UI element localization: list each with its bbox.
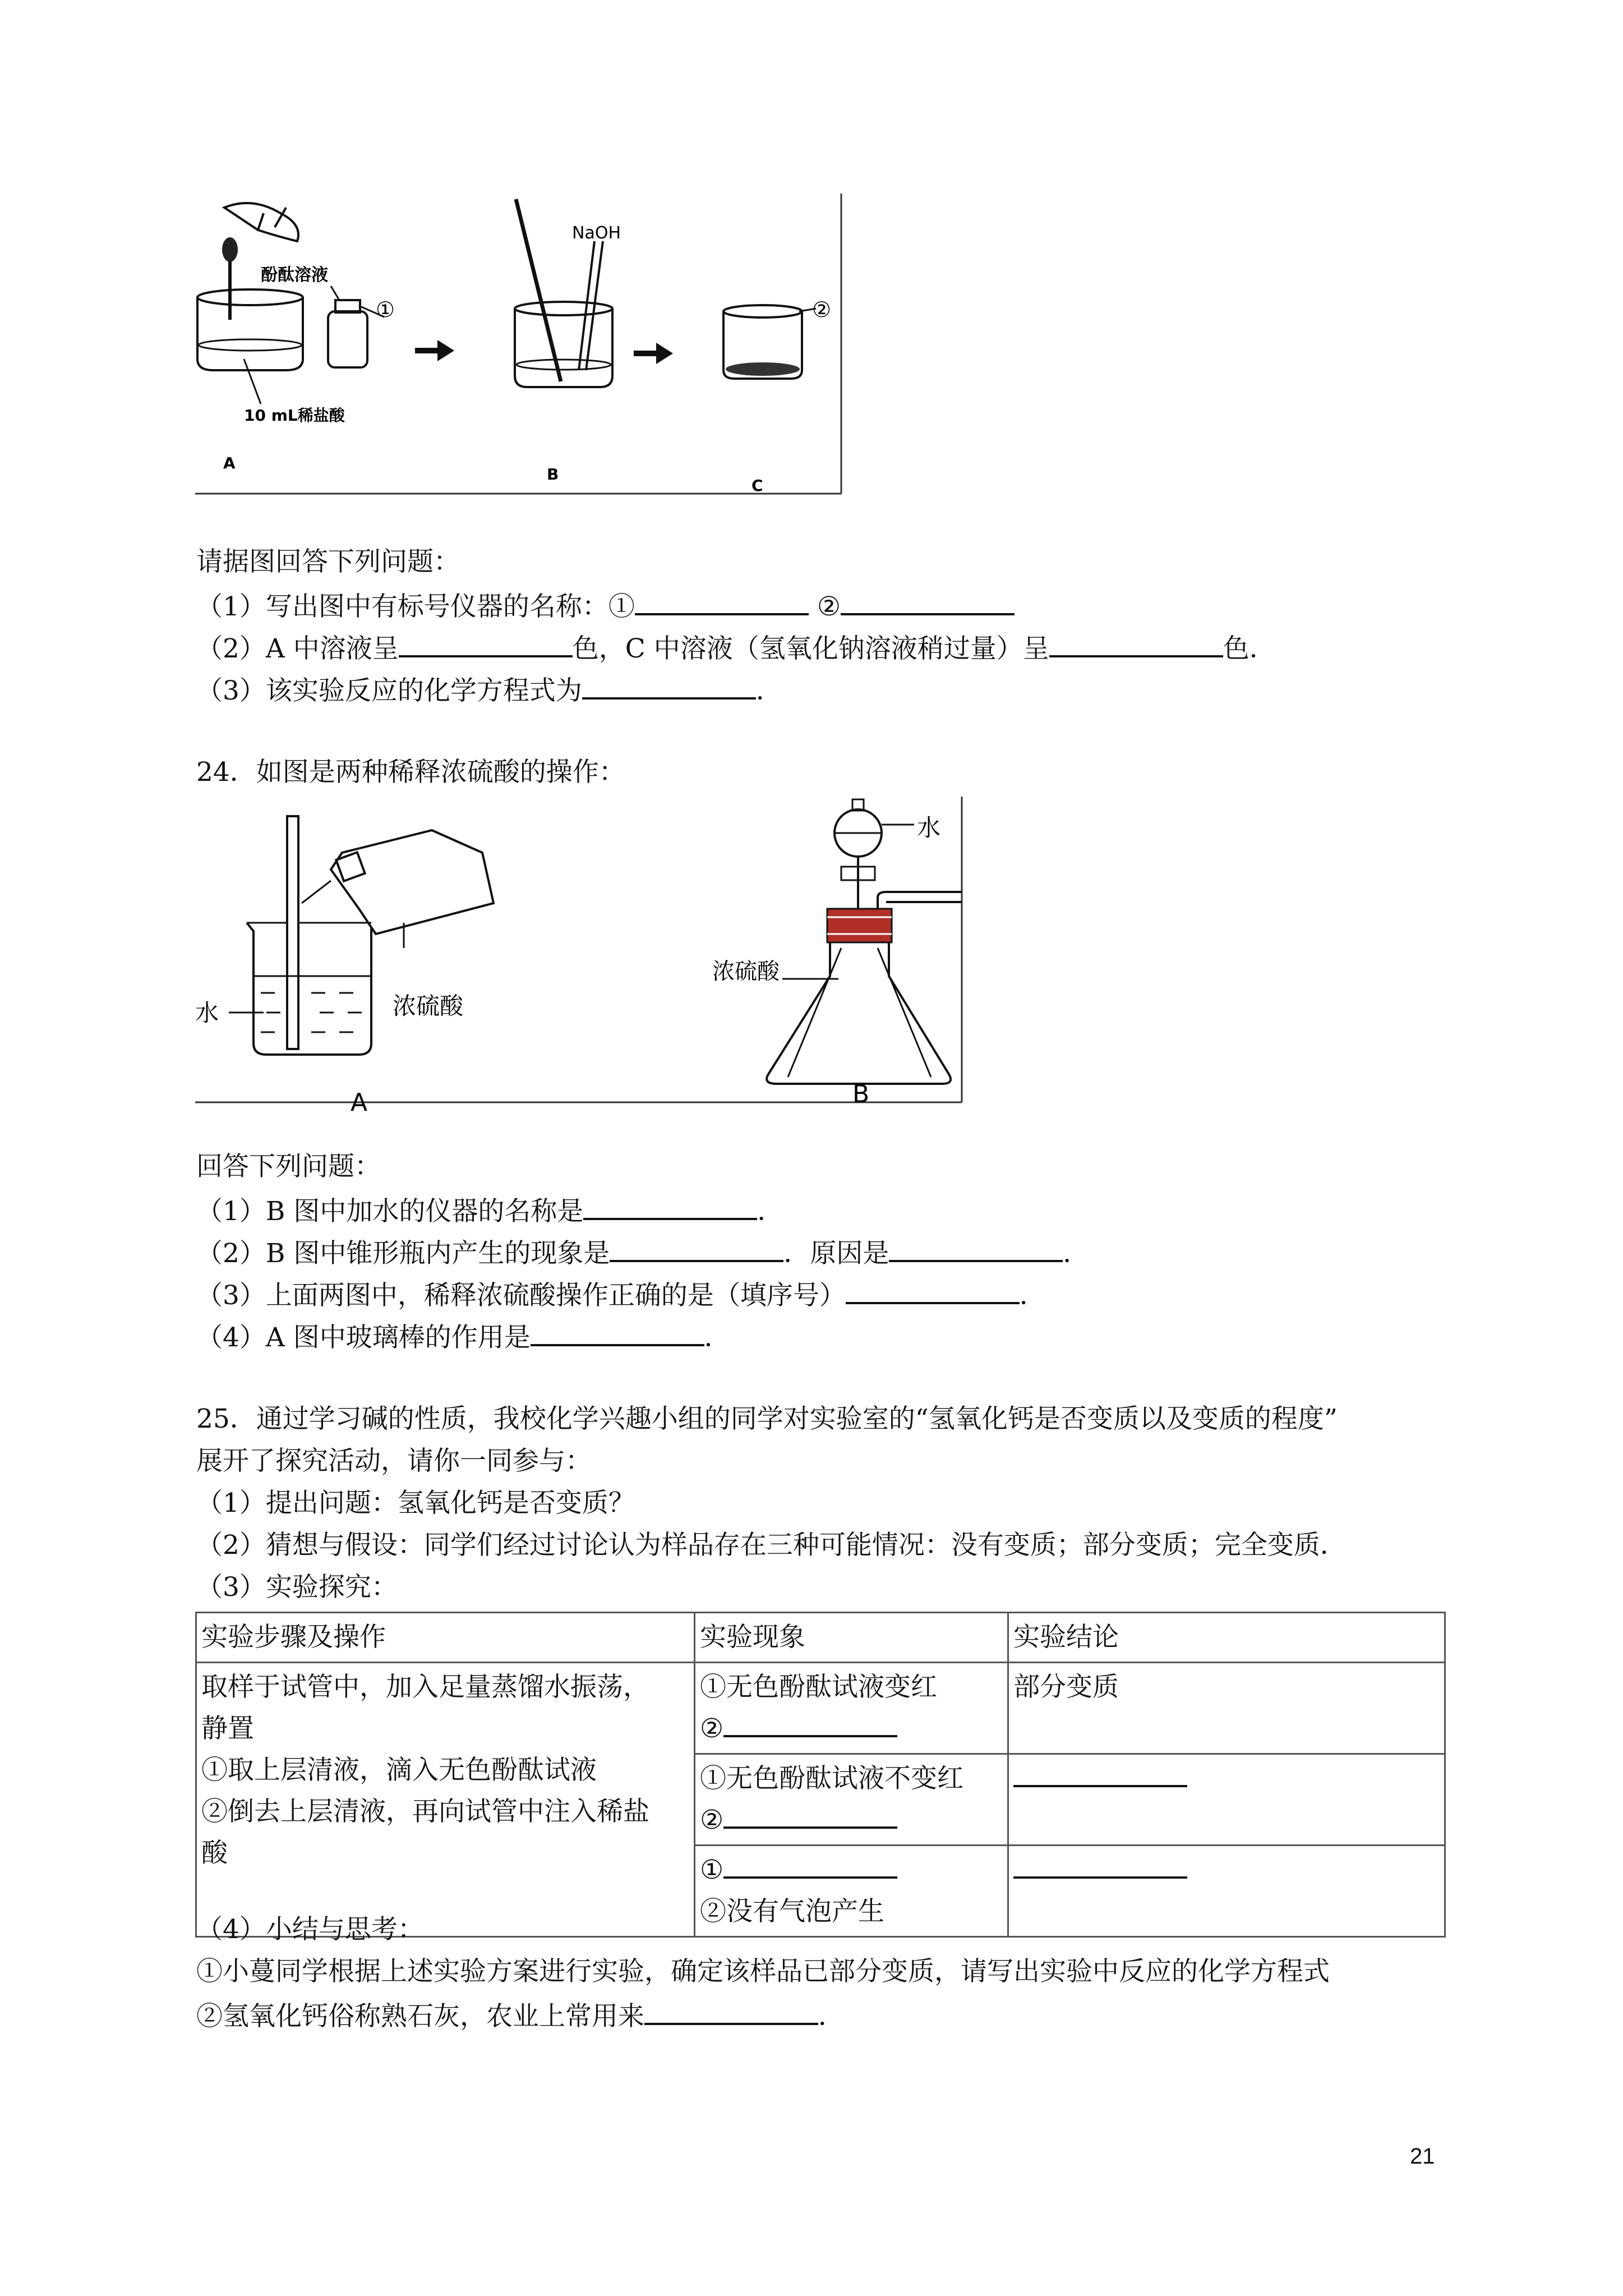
q24-intro: 回答下列问题： — [196, 1151, 381, 1182]
answer-blank[interactable] — [889, 1234, 1063, 1262]
figure-neutralization — [191, 191, 852, 505]
q24-title: 24．如图是两种稀释浓硫酸的操作： — [196, 757, 625, 788]
arrow-right-icon — [634, 343, 673, 364]
q25-line2: 展开了探究活动，请你一同参与： — [196, 1446, 592, 1476]
answer-blank[interactable] — [583, 1192, 757, 1220]
q25-step1: （1）提出问题：氢氧化钙是否变质？ — [196, 1488, 635, 1519]
figure-dilution — [191, 797, 965, 1116]
answer-blank[interactable] — [723, 1709, 897, 1737]
q25-step4-2: ②氢氧化钙俗称熟石灰，农业上常用来 ． — [196, 1997, 845, 2033]
label-dilute-hcl: 10 mL稀盐酸 — [244, 406, 345, 425]
conical-flask-icon — [767, 892, 962, 1084]
table-row — [196, 1663, 1445, 1754]
q23-part3: （3）该实验反应的化学方程式为 ． — [196, 671, 782, 708]
conclusion-cell — [1008, 1846, 1445, 1937]
q25-step3: （3）实验探究： — [196, 1572, 398, 1603]
answer-blank[interactable] — [723, 1801, 897, 1829]
beaker-c-icon — [723, 305, 816, 379]
q23-intro: 请据图回答下列问题： — [196, 546, 460, 577]
beaker-with-rod-icon — [247, 816, 371, 1055]
q24-part1: （1）B 图中加水的仪器的名称是 ． — [196, 1192, 783, 1228]
table-header: 实验步骤及操作 — [196, 1613, 695, 1663]
fig-a-label-water: 水 — [195, 999, 219, 1027]
table-header: 实验现象 — [695, 1613, 1008, 1663]
panel-label-b: B — [547, 465, 559, 484]
answer-blank[interactable] — [1013, 1759, 1187, 1787]
table-header-row — [196, 1613, 1445, 1663]
label-circle-1: ① — [376, 297, 395, 322]
fig-b-label-acid: 浓硫酸 — [712, 959, 780, 984]
observation-cell: ①无色酚酞试液变红 ② — [695, 1663, 1008, 1754]
q23-part2: （2）A 中溶液呈 色，C 中溶液（氢氧化钠溶液稍过量）呈 色． — [196, 629, 1276, 666]
q25-step4-1: ①小蔓同学根据上述实验方案进行实验，确定该样品已部分变质，请写出实验中反应的化学方程式 — [196, 1956, 1330, 1987]
panel-label-c: C — [751, 476, 763, 495]
answer-blank[interactable] — [531, 1318, 704, 1346]
answer-blank[interactable] — [610, 1234, 783, 1262]
q25-step4: （4）小结与思考： — [196, 1914, 424, 1945]
separatory-funnel-icon — [834, 799, 882, 926]
fig-b-label: B — [852, 1080, 870, 1108]
arrow-right-icon — [415, 340, 454, 361]
q25-line1: 25．通过学习碱的性质，我校化学兴趣小组的同学对实验室的“氢氧化钙是否变质以及变质的程度” — [196, 1404, 1338, 1434]
answer-blank[interactable] — [841, 587, 1015, 615]
label-phenolphthalein: 酚酞溶液 — [261, 265, 328, 285]
answer-blank[interactable] — [723, 1851, 897, 1879]
q24-part3: （3）上面两图中，稀释浓硫酸操作正确的是（填序号） ． — [196, 1276, 1046, 1313]
answer-blank[interactable] — [635, 587, 809, 615]
page-number: 21 — [1410, 2144, 1435, 2169]
answer-blank[interactable] — [1049, 629, 1223, 657]
fig-b-label-water: 水 — [917, 814, 941, 841]
fig-a-label: A — [351, 1088, 368, 1116]
q23-part1: （1）写出图中有标号仪器的名称：① ② — [196, 587, 1015, 624]
fig-a-label-acid: 浓硫酸 — [393, 992, 464, 1020]
answer-blank[interactable] — [1013, 1851, 1187, 1879]
answer-blank[interactable] — [582, 671, 756, 700]
experiment-table — [195, 1612, 1446, 1938]
answer-blank[interactable] — [399, 629, 573, 657]
beaker-a-icon — [197, 289, 303, 404]
conclusion-cell — [1008, 1754, 1445, 1846]
acid-bottle-icon — [302, 830, 494, 948]
steps-cell: 取样于试管中，加入足量蒸馏水振荡， 静置 ①取上层清液，滴入无色酚酞试液 ②倒去上层清液，再向试管中注入稀盐 酸 — [196, 1663, 695, 1937]
panel-label-a: A — [223, 454, 236, 472]
answer-blank[interactable] — [644, 1997, 818, 2025]
label-naoh: NaOH — [572, 223, 621, 243]
q25-step2: （2）猜想与假设：同学们经过讨论认为样品存在三种可能情况：没有变质；部分变质；完全变质． — [196, 1530, 1347, 1561]
label-circle-2: ② — [812, 297, 832, 322]
q24-part4: （4）A 图中玻璃棒的作用是 ． — [196, 1318, 731, 1355]
observation-cell: ① ②没有气泡产生 — [695, 1846, 1008, 1937]
observation-cell: ①无色酚酞试液不变红 ② — [695, 1754, 1008, 1846]
table-header: 实验结论 — [1008, 1613, 1445, 1663]
answer-blank[interactable] — [846, 1276, 1020, 1304]
q24-part2: （2）B 图中锥形瓶内产生的现象是 ．原因是 ． — [196, 1234, 1089, 1271]
conclusion-cell: 部分变质 — [1008, 1663, 1445, 1754]
